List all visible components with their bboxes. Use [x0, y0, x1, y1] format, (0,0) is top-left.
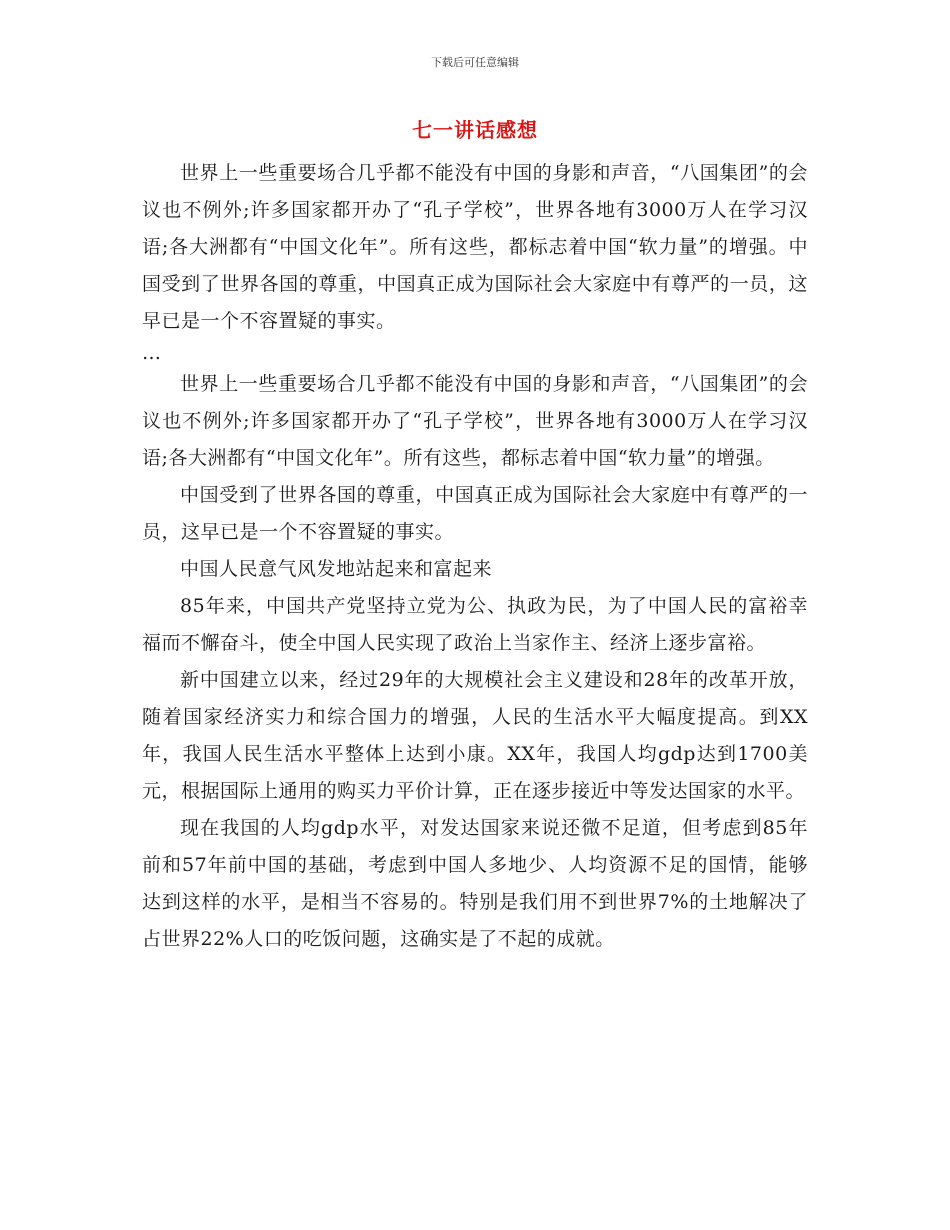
- paragraph-5: 新中国建立以来，经过29年的大规模社会主义建设和28年的改革开放，随着国家经济实力和综合国力的增强，人民的生活水平大幅度提高。到XX年，我国人民生活水平整体上达到小康。XX年，我国人均gdp达到1700美元，根据国际上通用的购买力平价计算，正在逐步接近中等发达国家的水平。: [142, 669, 808, 802]
- paragraph-2: 世界上一些重要场合几乎都不能没有中国的身影和声音，“八国集团”的会议也不例外;许多国家都开办了“孔子学校”，世界各地有3000万人在学习汉语;各大洲都有“中国文化年”。所有这些，都标志着中国“软力量”的增强。: [142, 373, 808, 469]
- paragraph-4: 85年来，中国共产党坚持立党为公、执政为民，为了中国人民的富裕幸福而不懈奋斗，使全中国人民实现了政治上当家作主、经济上逐步富裕。: [142, 595, 808, 654]
- paragraph-3: 中国受到了世界各国的尊重，中国真正成为国际社会大家庭中有尊严的一员，这早已是一个不容置疑的事实。: [142, 484, 808, 543]
- document-body: [142, 155, 808, 958]
- header-note: 下载后可任意编辑: [431, 56, 519, 69]
- paragraph-6: 现在我国的人均gdp水平，对发达国家来说还微不足道，但考虑到85年前和57年前中国的基础，考虑到中国人多地少、人均资源不足的国情，能够达到这样的水平，是相当不容易的。特别是我们用不到世界7%的土地解决了占世界22%人口的吃饭问题，这确实是了不起的成就。: [142, 817, 808, 950]
- ellipsis-mark: …: [142, 342, 162, 364]
- paragraph-1: 世界上一些重要场合几乎都不能没有中国的身影和声音，“八国集团”的会议也不例外;许多国家都开办了“孔子学校”，世界各地有3000万人在学习汉语;各大洲都有“中国文化年”。所有这些，都标志着中国“软力量”的增强。中国受到了世界各国的尊重，中国真正成为国际社会大家庭中有尊严的一员，这早已是一个不容置疑的事实。: [142, 162, 808, 332]
- document-title: 七一讲话感想: [412, 118, 538, 142]
- section-heading: 中国人民意气风发地站起来和富起来: [180, 558, 493, 580]
